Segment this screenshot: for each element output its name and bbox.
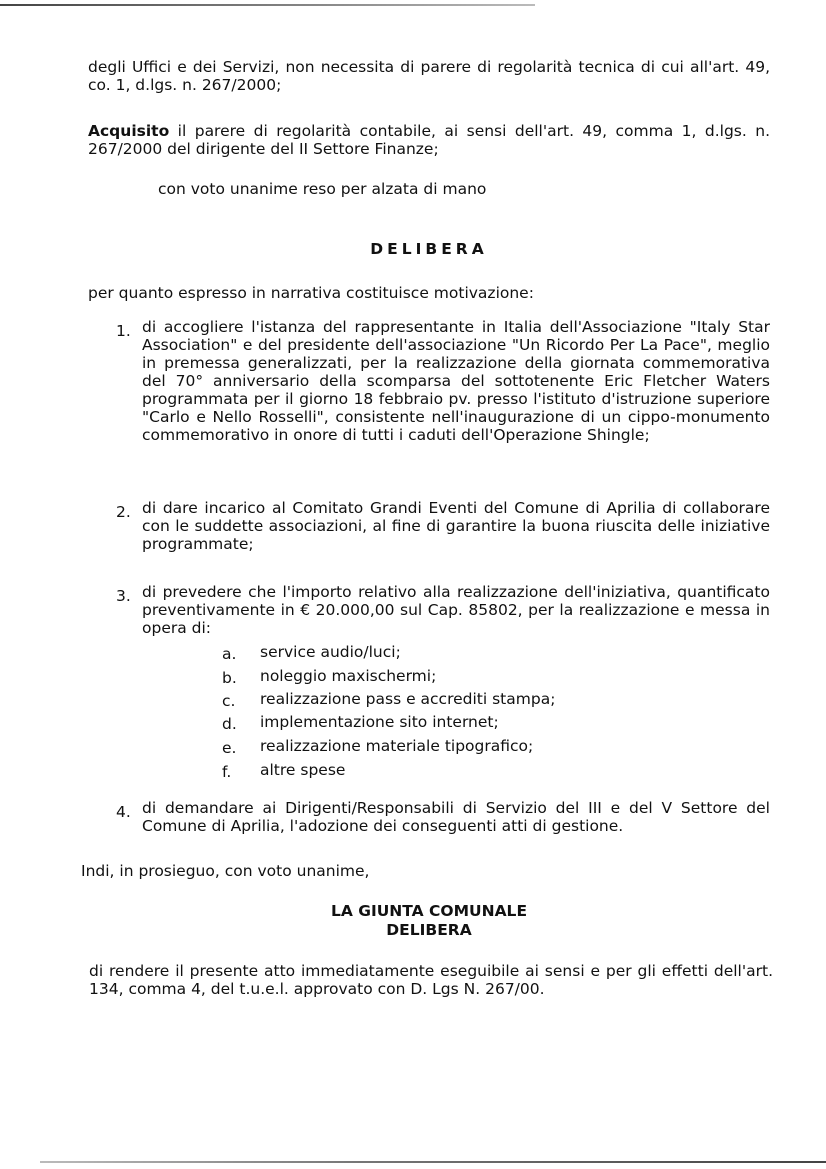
item-2-text: di dare incarico al Comitato Grandi Eventi del Comune di Aprilia di collaborare con le suddette associazioni, al fine di garantire la buona riuscita delle iniziative programmate; <box>142 499 770 553</box>
subitem-letter: a. <box>222 645 237 663</box>
acquisito-text: il parere di regolarità contabile, ai sensi dell'art. 49, comma 1, d.lgs. n. 267/2000 del dirigente del II Settore Finanze; <box>88 122 770 158</box>
subitem-letter: c. <box>222 692 236 710</box>
heading-delibera: DELIBERA <box>370 240 488 258</box>
subitem-text: noleggio maxischermi; <box>260 667 437 685</box>
item-4-text: di demandare ai Dirigenti/Responsabili di Servizio del III e del V Settore del Comune di Aprilia, l'adozione dei conseguenti atti di gestione. <box>142 799 770 835</box>
subitem-letter: d. <box>222 715 237 733</box>
subitem-text: implementazione sito internet; <box>260 713 499 731</box>
subitem-text: realizzazione materiale tipografico; <box>260 737 534 755</box>
scan-edge-top <box>0 4 535 6</box>
item-1-text: di accogliere l'istanza del rappresentante in Italia dell'Associazione "Italy Star Association" e del presidente dell'associazione "Un Ricordo Per La Pace", meglio in premessa generalizzati, per la realizzazione della giornata commemorativa del 70° anniversario della scomparsa del sottotenente Eric Fletcher Waters programmata per il giorno 18 febbraio pv. presso l'istituto d'istruzione superiore "Carlo e Nello Rosselli", consistente nell'inaugurazione di un cippo-monumento commemorativo in onore di tutti i caduti dell'Operazione Shingle; <box>142 318 770 444</box>
vote-line: con voto unanime reso per alzata di mano <box>158 180 487 198</box>
subitem-text: realizzazione pass e accrediti stampa; <box>260 690 556 708</box>
item-3-text: di prevedere che l'importo relativo alla realizzazione dell'iniziativa, quantificato preventivamente in € 20.000,00 sul Cap. 85802, per la realizzazione e messa in opera di: <box>142 583 770 637</box>
subitem-letter: f. <box>222 763 232 781</box>
item-4-number: 4. <box>116 803 131 821</box>
subitem-letter: e. <box>222 739 237 757</box>
giunta-heading: LA GIUNTA COMUNALE <box>330 902 528 920</box>
paragraph-regolarita-tecnica: degli Uffici e dei Servizi, non necessita di parere di regolarità tecnica di cui all'art. 49, co. 1, d.lgs. n. 267/2000; <box>88 58 770 94</box>
item-2-number: 2. <box>116 503 131 521</box>
intro-line: per quanto espresso in narrativa costituisce motivazione: <box>88 284 534 302</box>
scan-edge-bottom <box>40 1161 826 1163</box>
indi-line: Indi, in prosieguo, con voto unanime, <box>81 862 370 880</box>
subitem-text: service audio/luci; <box>260 643 401 661</box>
item-1-number: 1. <box>116 322 131 340</box>
paragraph-acquisito <box>88 122 770 158</box>
subitem-letter: b. <box>222 669 237 687</box>
subitem-text: altre spese <box>260 761 346 779</box>
final-paragraph: di rendere il presente atto immediatamente eseguibile ai sensi e per gli effetti dell'art. 134, comma 4, del t.u.e.l. approvato con D. Lgs N. 267/00. <box>89 962 773 998</box>
heading-delibera-2: DELIBERA <box>386 921 472 939</box>
acquisito-bold: Acquisito <box>88 122 170 140</box>
item-3-number: 3. <box>116 587 131 605</box>
